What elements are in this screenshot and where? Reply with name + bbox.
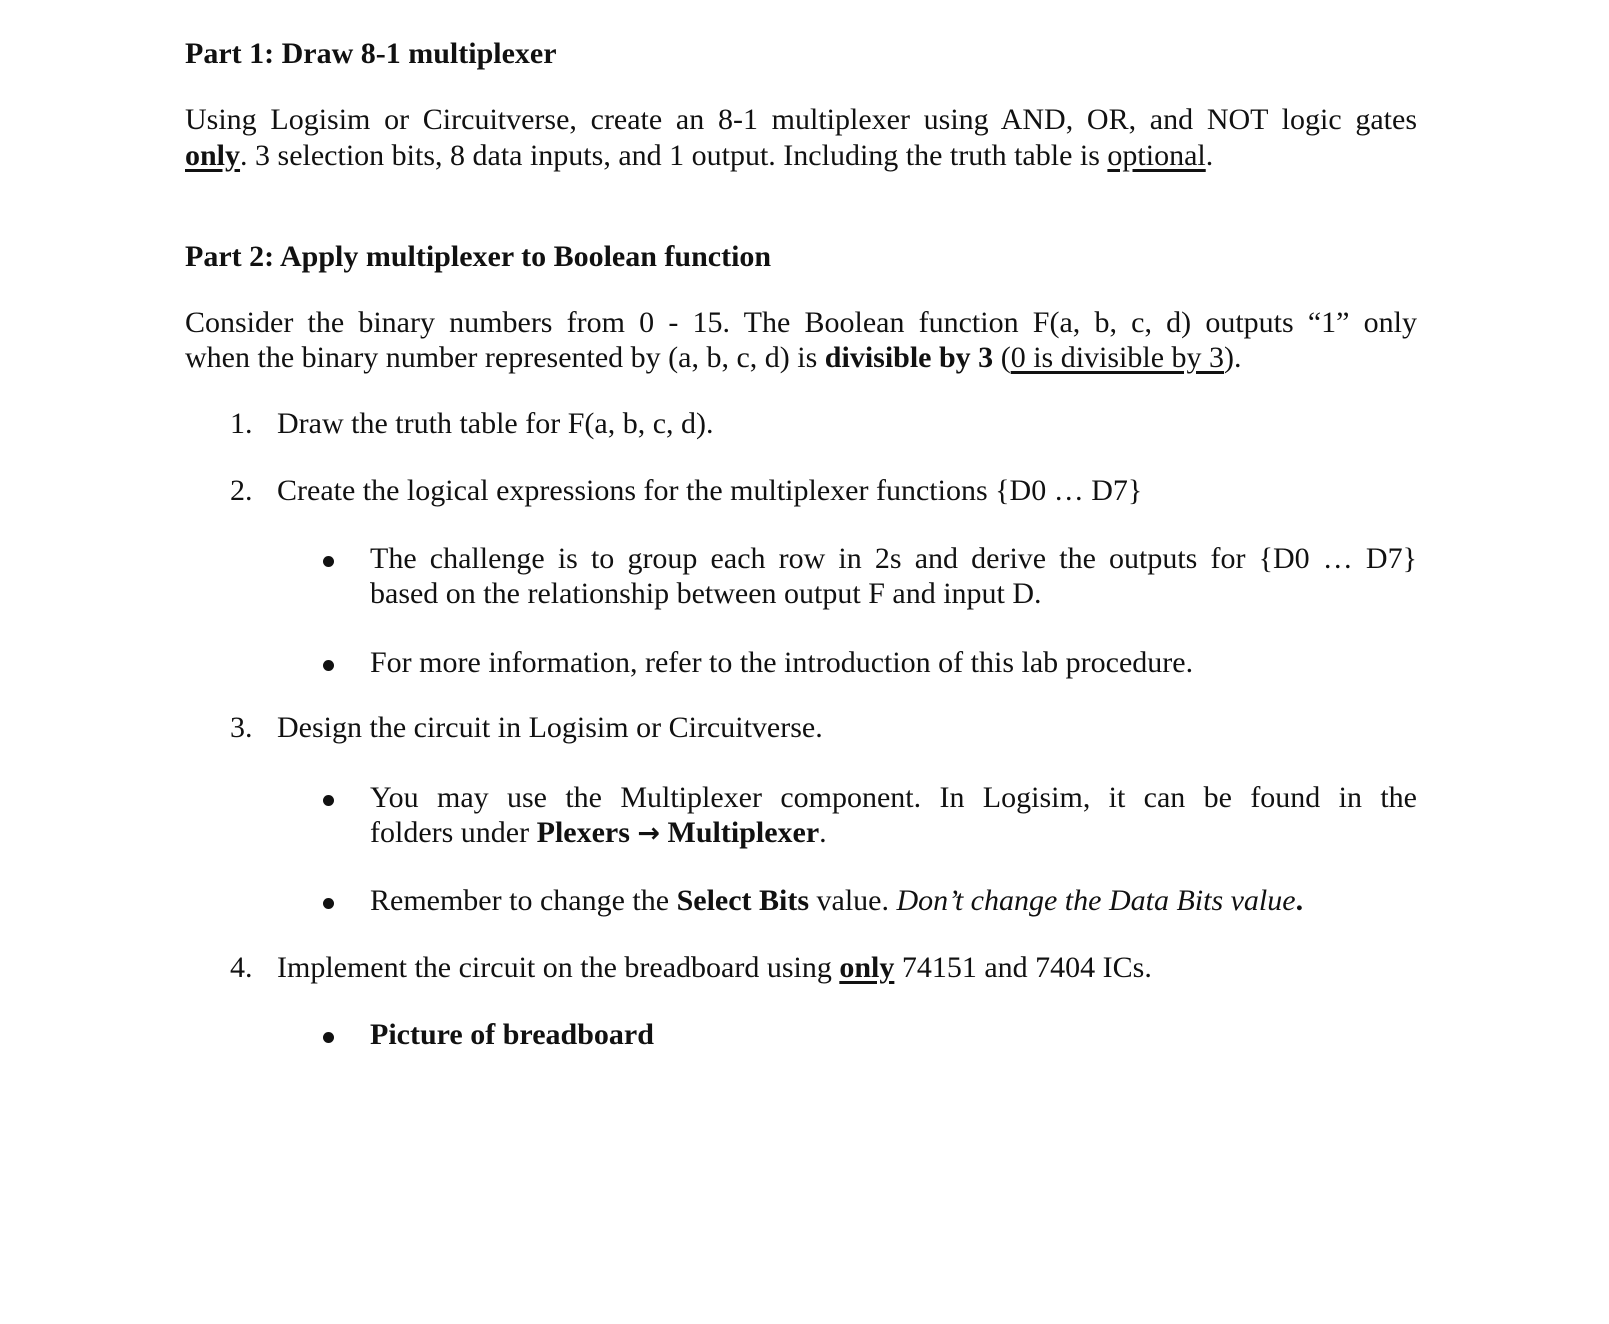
step-1-text: Draw the truth table for F(a, b, c, d). — [277, 407, 714, 440]
multiplexer-label: Multiplexer — [667, 816, 820, 849]
divisible-by-3-emphasis: divisible by 3 — [824, 341, 994, 374]
step-4-text-b: 74151 and 7404 ICs. — [894, 951, 1152, 984]
plexers-label: Plexers — [536, 816, 630, 849]
part1-only-emphasis: only — [185, 139, 241, 172]
step-2-number: 2. — [230, 474, 253, 507]
step-4-number: 4. — [230, 951, 253, 984]
bullet-icon — [323, 898, 334, 909]
folders-under-text: folders under — [370, 816, 537, 849]
arrow-right-icon: → — [637, 818, 661, 849]
step-2-bullet-1-line2: based on the relationship between output F and input D. — [370, 577, 1042, 610]
step-3-bullet-1-end: . — [819, 816, 827, 849]
remember-text: Remember to change the — [370, 884, 677, 917]
step-3-bullet-1-line1: You may use the Multiplexer component. In Logisim, it can be found in the — [370, 781, 1417, 814]
step-3-bullet-1-line2 — [370, 815, 827, 852]
part2-intro-paren-open: ( — [993, 341, 1011, 374]
bullet-icon — [323, 795, 334, 806]
part2-intro-line2 — [185, 340, 1242, 376]
step-4-text — [277, 950, 1152, 986]
part2-intro-paren-close: ). — [1224, 341, 1242, 374]
part1-line2-end: . — [1205, 139, 1214, 172]
part2-heading: Part 2: Apply multiplexer to Boolean function — [185, 240, 772, 273]
part1-paragraph-line1: Using Logisim or Circuitverse, create an 8-1 multiplexer using AND, OR, and NOT logic gates — [185, 103, 1417, 136]
step-1-number: 1. — [230, 407, 253, 440]
part2-intro-line1: Consider the binary numbers from 0 - 15. The Boolean function F(a, b, c, d) outputs “1” only — [185, 306, 1417, 339]
part1-heading: Part 1: Draw 8-1 multiplexer — [185, 37, 557, 70]
value-text: value. — [809, 884, 897, 917]
zero-divisible-note: 0 is divisible by 3 — [1010, 341, 1225, 374]
bullet-icon — [323, 660, 334, 671]
part2-intro-text: when the binary number represented by (a, b, c, d) is — [185, 341, 825, 374]
step-4-text-a: Implement the circuit on the breadboard using — [277, 951, 840, 984]
step-3-bullet-2 — [370, 883, 1303, 919]
step-3-number: 3. — [230, 711, 253, 744]
part1-paragraph-line2 — [185, 138, 1213, 174]
bullet-icon — [323, 556, 334, 567]
select-bits-label: Select Bits — [676, 884, 810, 917]
step-3-text: Design the circuit in Logisim or Circuitverse. — [277, 711, 823, 744]
data-bits-warning: Don’t change the Data Bits value — [896, 884, 1296, 917]
step-2-bullet-1-line1: The challenge is to group each row in 2s and derive the outputs for {D0 … D7} — [370, 542, 1417, 575]
step-4-bullet-1: Picture of breadboard — [370, 1018, 654, 1051]
step-2-bullet-2: For more information, refer to the introduction of this lab procedure. — [370, 646, 1194, 679]
part1-line2-text: . 3 selection bits, 8 data inputs, and 1 output. Including the truth table is — [240, 139, 1108, 172]
step-3-bullet-2-end: . — [1295, 884, 1304, 917]
part1-optional-emphasis: optional — [1107, 139, 1206, 172]
step-4-only-emphasis: only — [839, 951, 895, 984]
bullet-icon — [323, 1032, 334, 1043]
step-2-text: Create the logical expressions for the multiplexer functions {D0 … D7} — [277, 474, 1143, 507]
